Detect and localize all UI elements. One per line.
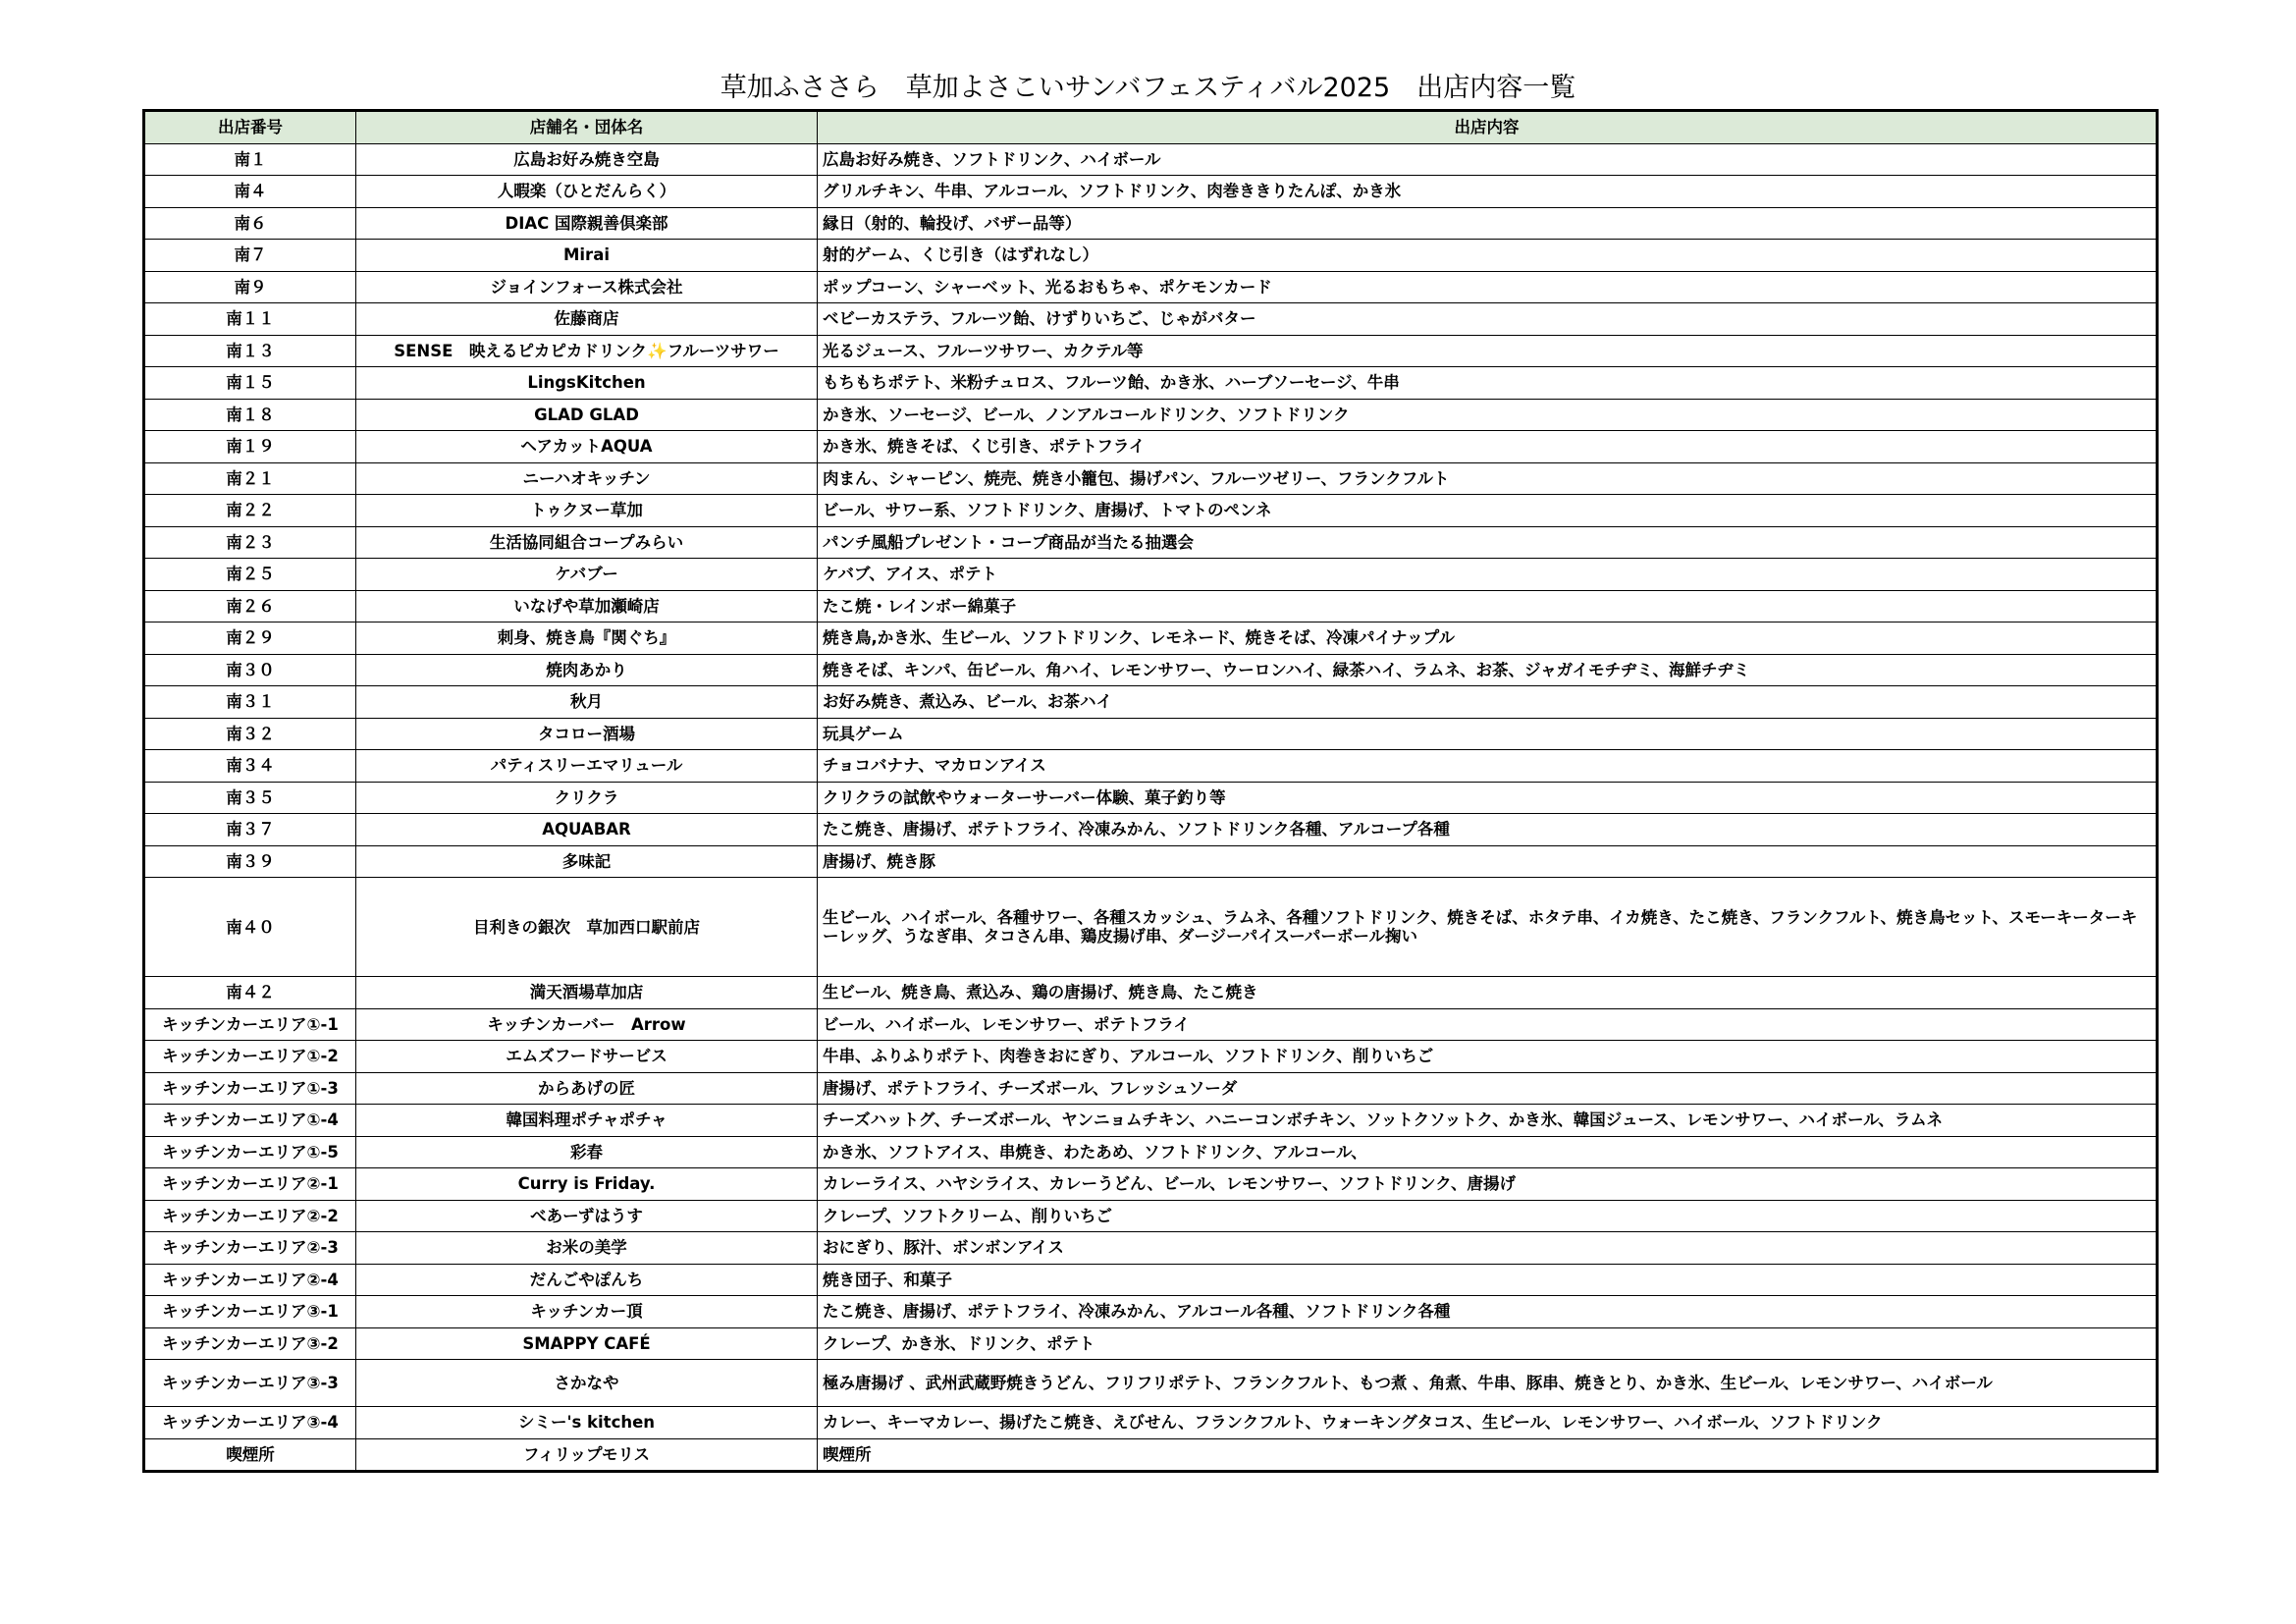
store-number-cell: 南２２ (144, 495, 356, 527)
table-row (144, 367, 2158, 400)
store-name-cell: AQUABAR (356, 814, 818, 846)
store-content-cell: 光るジュース、フルーツサワー、カクテル等 (818, 335, 2158, 367)
store-name-cell: 人暇楽（ひとだんらく） (356, 176, 818, 208)
store-name-cell: LingsKitchen (356, 367, 818, 400)
table-row (144, 1438, 2158, 1472)
store-number-cell: キッチンカーエリア①-2 (144, 1041, 356, 1073)
store-number-cell: 南１９ (144, 431, 356, 463)
store-name-cell: べあーずはうす (356, 1200, 818, 1232)
store-number-cell: キッチンカーエリア①-1 (144, 1008, 356, 1041)
store-content-cell: 唐揚げ、焼き豚 (818, 845, 2158, 878)
table-header (144, 111, 2158, 144)
table-row (144, 1407, 2158, 1439)
table-row (144, 1136, 2158, 1168)
table-row (144, 1264, 2158, 1296)
store-content-cell: ケバブ、アイス、ポテト (818, 559, 2158, 591)
store-content-cell: チーズハットグ、チーズボール、ヤンニョムチキン、ハニーコンボチキン、ソットクソットク、かき氷、韓国ジュース、レモンサワー、ハイボール、ラムネ (818, 1105, 2158, 1137)
store-number-cell: キッチンカーエリア②-2 (144, 1200, 356, 1232)
store-number-cell: 南２５ (144, 559, 356, 591)
store-name-cell: パティスリーエマリュール (356, 750, 818, 783)
store-number-cell: 南４０ (144, 878, 356, 977)
store-content-cell: たこ焼き、唐揚げ、ポテトフライ、冷凍みかん、アルコール各種、ソフトドリンク各種 (818, 1296, 2158, 1328)
store-content-cell: 広島お好み焼き、ソフトドリンク、ハイボール (818, 143, 2158, 176)
store-content-cell: もちもちポテト、米粉チュロス、フルーツ飴、かき氷、ハーブソーセージ、牛串 (818, 367, 2158, 400)
table-row (144, 462, 2158, 495)
header-store-content: 出店内容 (818, 111, 2158, 144)
store-number-cell: 南３４ (144, 750, 356, 783)
store-number-cell: キッチンカーエリア①-4 (144, 1105, 356, 1137)
store-name-cell: 満天酒場草加店 (356, 977, 818, 1009)
store-number-cell: 南４ (144, 176, 356, 208)
store-number-cell: キッチンカーエリア③-2 (144, 1327, 356, 1360)
store-name-cell: フィリップモリス (356, 1438, 818, 1472)
store-content-cell: クレープ、かき氷、ドリンク、ポテト (818, 1327, 2158, 1360)
table-row (144, 176, 2158, 208)
table-row (144, 782, 2158, 814)
store-number-cell: キッチンカーエリア②-1 (144, 1168, 356, 1201)
store-name-cell: 韓国料理ポチャポチャ (356, 1105, 818, 1137)
store-name-cell: 広島お好み焼き空島 (356, 143, 818, 176)
store-content-cell: 射的ゲーム、くじ引き（はずれなし） (818, 240, 2158, 272)
store-content-cell: 生ビール、ハイボール、各種サワー、各種スカッシュ、ラムネ、各種ソフトドリンク、焼きそば、ホタテ串、イカ焼き、たこ焼き、フランクフルト、焼き鳥セット、スモーキーターキーレッグ、うなぎ串、タコさん串、鶏皮揚げ串、ダージーパイスーパーボール掬い (818, 878, 2158, 977)
store-name-cell: エムズフードサービス (356, 1041, 818, 1073)
store-name-cell: DIAC 国際親善倶楽部 (356, 207, 818, 240)
store-number-cell: 南３５ (144, 782, 356, 814)
table-row (144, 814, 2158, 846)
store-number-cell: 南７ (144, 240, 356, 272)
store-content-cell: カレー、キーマカレー、揚げたこ焼き、えびせん、フランクフルト、ウォーキングタコス、生ビール、レモンサワー、ハイボール、ソフトドリンク (818, 1407, 2158, 1439)
table-row (144, 686, 2158, 719)
table-row (144, 623, 2158, 655)
table-row (144, 143, 2158, 176)
store-number-cell: 南２３ (144, 526, 356, 559)
table-row (144, 207, 2158, 240)
page-title: 草加ふささら 草加よさこいサンバフェスティバル2025 出店内容一覧 (720, 73, 1576, 103)
store-number-cell: 南２６ (144, 590, 356, 623)
store-name-cell: だんごやぽんち (356, 1264, 818, 1296)
store-name-cell: 多味記 (356, 845, 818, 878)
store-number-cell: 南４２ (144, 977, 356, 1009)
store-content-cell: 焼きそば、キンパ、缶ビール、角ハイ、レモンサワー、ウーロンハイ、緑茶ハイ、ラムネ、お茶、ジャガイモチヂミ、海鮮チヂミ (818, 654, 2158, 686)
store-content-cell: かき氷、ソーセージ、ビール、ノンアルコールドリンク、ソフトドリンク (818, 399, 2158, 431)
table-row (144, 1105, 2158, 1137)
table-row (144, 590, 2158, 623)
store-content-cell: ビール、ハイボール、レモンサワー、ポテトフライ (818, 1008, 2158, 1041)
table-row (144, 431, 2158, 463)
store-name-cell: Mirai (356, 240, 818, 272)
store-number-cell: 南９ (144, 271, 356, 303)
store-content-cell: 焼き鳥,かき氷、生ビール、ソフトドリンク、レモネード、焼きそば、冷凍パイナップル (818, 623, 2158, 655)
store-number-cell: 南１ (144, 143, 356, 176)
table-row (144, 977, 2158, 1009)
store-number-cell: キッチンカーエリア③-3 (144, 1360, 356, 1407)
store-number-cell: 南３１ (144, 686, 356, 719)
table-row (144, 1072, 2158, 1105)
store-content-cell: クレープ、ソフトクリーム、削りいちご (818, 1200, 2158, 1232)
store-content-cell: たこ焼き、唐揚げ、ポテトフライ、冷凍みかん、ソフトドリンク各種、アルコープ各種 (818, 814, 2158, 846)
store-number-cell: 南３７ (144, 814, 356, 846)
table-row (144, 1168, 2158, 1201)
store-name-cell: シミー's kitchen (356, 1407, 818, 1439)
store-name-cell: Curry is Friday. (356, 1168, 818, 1201)
table-row (144, 271, 2158, 303)
store-name-cell: 秋月 (356, 686, 818, 719)
store-name-cell: ジョインフォース株式会社 (356, 271, 818, 303)
store-name-cell: お米の美学 (356, 1232, 818, 1265)
store-name-cell: ニーハオキッチン (356, 462, 818, 495)
table-row (144, 335, 2158, 367)
store-content-cell: グリルチキン、牛串、アルコール、ソフトドリンク、肉巻ききりたんぽ、かき氷 (818, 176, 2158, 208)
store-name-cell: タコロー酒場 (356, 718, 818, 750)
store-content-cell: たこ焼・レインボー綿菓子 (818, 590, 2158, 623)
store-content-cell: 喫煙所 (818, 1438, 2158, 1472)
store-number-cell: キッチンカーエリア①-3 (144, 1072, 356, 1105)
store-number-cell: 南１５ (144, 367, 356, 400)
table-row (144, 1232, 2158, 1265)
table-row (144, 399, 2158, 431)
table-row (144, 1360, 2158, 1407)
table-row (144, 750, 2158, 783)
store-content-cell: 玩具ゲーム (818, 718, 2158, 750)
header-store-name: 店舗名・団体名 (356, 111, 818, 144)
table-row (144, 1296, 2158, 1328)
store-name-cell: 生活協同組合コープみらい (356, 526, 818, 559)
store-number-cell: 南１１ (144, 303, 356, 336)
store-content-cell: かき氷、ソフトアイス、串焼き、わたあめ、ソフトドリンク、アルコール、 (818, 1136, 2158, 1168)
store-content-cell: 生ビール、焼き鳥、煮込み、鶏の唐揚げ、焼き鳥、たこ焼き (818, 977, 2158, 1009)
table-row (144, 1008, 2158, 1041)
store-number-cell: 南３９ (144, 845, 356, 878)
table-row (144, 495, 2158, 527)
store-name-cell: トゥクヌー草加 (356, 495, 818, 527)
store-number-cell: 南１８ (144, 399, 356, 431)
store-number-cell: 南６ (144, 207, 356, 240)
store-name-cell: 焼肉あかり (356, 654, 818, 686)
store-content-cell: ベビーカステラ、フルーツ飴、けずりいちご、じゃがバター (818, 303, 2158, 336)
store-name-cell: SMAPPY CAFÉ (356, 1327, 818, 1360)
store-content-cell: クリクラの試飲やウォーターサーバー体験、菓子釣り等 (818, 782, 2158, 814)
store-number-cell: 喫煙所 (144, 1438, 356, 1472)
store-content-cell: カレーライス、ハヤシライス、カレーうどん、ビール、レモンサワー、ソフトドリンク、唐揚げ (818, 1168, 2158, 1201)
table-row (144, 654, 2158, 686)
store-content-cell: ビール、サワー系、ソフトドリンク、唐揚げ、トマトのペンネ (818, 495, 2158, 527)
store-content-cell: 牛串、ふりふりポテト、肉巻きおにぎり、アルコール、ソフトドリンク、削りいちご (818, 1041, 2158, 1073)
store-content-cell: かき氷、焼きそば、くじ引き、ポテトフライ (818, 431, 2158, 463)
table-row (144, 845, 2158, 878)
header-store-number: 出店番号 (144, 111, 356, 144)
store-content-cell: 縁日（射的、輪投げ、バザー品等） (818, 207, 2158, 240)
store-number-cell: 南２１ (144, 462, 356, 495)
store-name-cell: 彩春 (356, 1136, 818, 1168)
store-number-cell: キッチンカーエリア②-3 (144, 1232, 356, 1265)
store-content-cell: 唐揚げ、ポテトフライ、チーズボール、フレッシュソーダ (818, 1072, 2158, 1105)
store-number-cell: キッチンカーエリア③-1 (144, 1296, 356, 1328)
table-row (144, 1200, 2158, 1232)
store-content-cell: 焼き団子、和菓子 (818, 1264, 2158, 1296)
store-name-cell: 佐藤商店 (356, 303, 818, 336)
store-name-cell: 刺身、焼き鳥『関ぐち』 (356, 623, 818, 655)
table-row (144, 526, 2158, 559)
store-name-cell: さかなや (356, 1360, 818, 1407)
store-name-cell: 目利きの銀次 草加西口駅前店 (356, 878, 818, 977)
store-number-cell: キッチンカーエリア①-5 (144, 1136, 356, 1168)
store-content-cell: ポップコーン、シャーベット、光るおもちゃ、ポケモンカード (818, 271, 2158, 303)
store-number-cell: 南３２ (144, 718, 356, 750)
store-number-cell: キッチンカーエリア③-4 (144, 1407, 356, 1439)
table-row (144, 1327, 2158, 1360)
store-name-cell: GLAD GLAD (356, 399, 818, 431)
store-content-cell: パンチ風船プレゼント・コープ商品が当たる抽選会 (818, 526, 2158, 559)
store-name-cell: キッチンカー頂 (356, 1296, 818, 1328)
store-name-cell: からあげの匠 (356, 1072, 818, 1105)
store-number-cell: 南１３ (144, 335, 356, 367)
store-name-cell: ヘアカットAQUA (356, 431, 818, 463)
store-number-cell: 南３０ (144, 654, 356, 686)
store-number-cell: 南２９ (144, 623, 356, 655)
store-number-cell: キッチンカーエリア②-4 (144, 1264, 356, 1296)
table-body (144, 143, 2158, 1472)
table-row (144, 303, 2158, 336)
table-row (144, 559, 2158, 591)
store-name-cell: いなげや草加瀬崎店 (356, 590, 818, 623)
store-name-cell: SENSE 映えるピカピカドリンク✨フルーツサワー (356, 335, 818, 367)
store-content-cell: 肉まん、シャーピン、焼売、焼き小籠包、揚げパン、フルーツゼリー、フランクフルト (818, 462, 2158, 495)
store-content-cell: チョコバナナ、マカロンアイス (818, 750, 2158, 783)
store-name-cell: クリクラ (356, 782, 818, 814)
store-name-cell: ケバブー (356, 559, 818, 591)
table-row (144, 1041, 2158, 1073)
store-list-table (142, 109, 2159, 1473)
table-row (144, 718, 2158, 750)
store-content-cell: お好み焼き、煮込み、ビール、お茶ハイ (818, 686, 2158, 719)
header-row (144, 111, 2158, 144)
store-content-cell: おにぎり、豚汁、ボンボンアイス (818, 1232, 2158, 1265)
table-row (144, 240, 2158, 272)
store-name-cell: キッチンカーバー Arrow (356, 1008, 818, 1041)
table-row (144, 878, 2158, 977)
store-content-cell: 極み唐揚げ 、武州武蔵野焼きうどん、フリフリポテト、フランクフルト、もつ煮 、角煮、牛串、豚串、焼きとり、かき氷、生ビール、レモンサワー、ハイボール (818, 1360, 2158, 1407)
